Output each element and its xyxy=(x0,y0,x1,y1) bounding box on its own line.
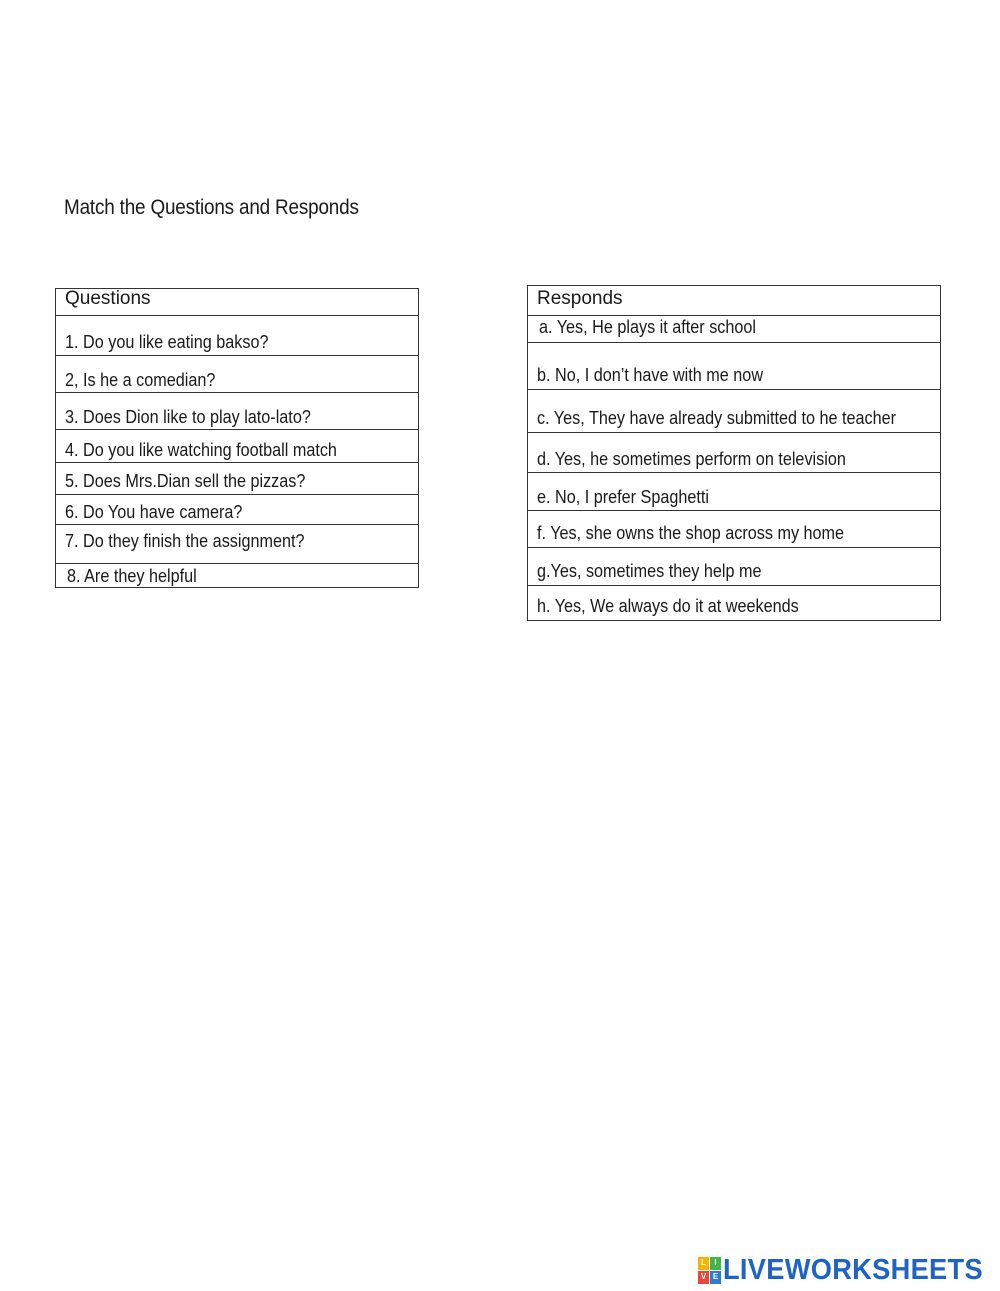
responds-table xyxy=(527,285,941,621)
respond-text: g.Yes, sometimes they help me xyxy=(537,561,762,581)
respond-text: f. Yes, she owns the shop across my home xyxy=(537,523,845,543)
question-text: 3. Does Dion like to play lato-lato? xyxy=(65,407,311,427)
respond-row xyxy=(528,547,940,585)
question-text: 8. Are they helpful xyxy=(67,566,197,586)
question-row xyxy=(56,392,419,429)
respond-text: d. Yes, he sometimes perform on television xyxy=(537,449,846,469)
liveworksheets-logo-icon xyxy=(698,1257,720,1283)
questions-header: Questions xyxy=(65,288,151,309)
question-row xyxy=(56,524,419,563)
worksheet-title: Match the Questions and Responds xyxy=(64,196,359,219)
question-row xyxy=(56,494,419,524)
question-row xyxy=(56,355,419,392)
logo-text: LIVEWORKSHEETS xyxy=(723,1253,983,1286)
questions-table xyxy=(55,288,419,588)
question-text: 1. Do you like eating bakso? xyxy=(65,332,269,352)
respond-text: a. Yes, He plays it after school xyxy=(539,317,757,337)
respond-row xyxy=(528,342,940,389)
respond-row xyxy=(528,315,940,342)
question-row xyxy=(56,563,419,587)
respond-row xyxy=(528,389,940,432)
question-text: 5. Does Mrs.Dian sell the pizzas? xyxy=(65,471,306,491)
respond-row xyxy=(528,432,940,472)
question-row xyxy=(56,429,419,462)
question-row xyxy=(56,462,419,494)
respond-row xyxy=(528,585,940,621)
respond-text: c. Yes, They have already submitted to he teacher xyxy=(537,408,897,428)
respond-text: h. Yes, We always do it at weekends xyxy=(537,596,799,616)
question-text: 2, Is he a comedian? xyxy=(65,370,216,390)
respond-row xyxy=(528,472,940,510)
logo-letter-v: V xyxy=(698,1271,709,1284)
responds-header-row xyxy=(528,286,940,315)
logo-letter-e: E xyxy=(710,1271,721,1284)
respond-text: e. No, I prefer Spaghetti xyxy=(537,487,709,507)
respond-row xyxy=(528,510,940,547)
responds-header: Responds xyxy=(537,288,623,309)
logo-letter-i: I xyxy=(710,1257,721,1270)
logo-letter-l: L xyxy=(698,1257,709,1270)
question-text: 6. Do You have camera? xyxy=(65,502,243,522)
question-text: 4. Do you like watching football match xyxy=(65,440,337,460)
question-row xyxy=(56,315,419,355)
question-text: 7. Do they finish the assignment? xyxy=(65,531,305,551)
respond-text: b. No, I don’t have with me now xyxy=(537,365,764,385)
liveworksheets-logo xyxy=(698,1254,1000,1286)
questions-header-row xyxy=(56,289,419,315)
